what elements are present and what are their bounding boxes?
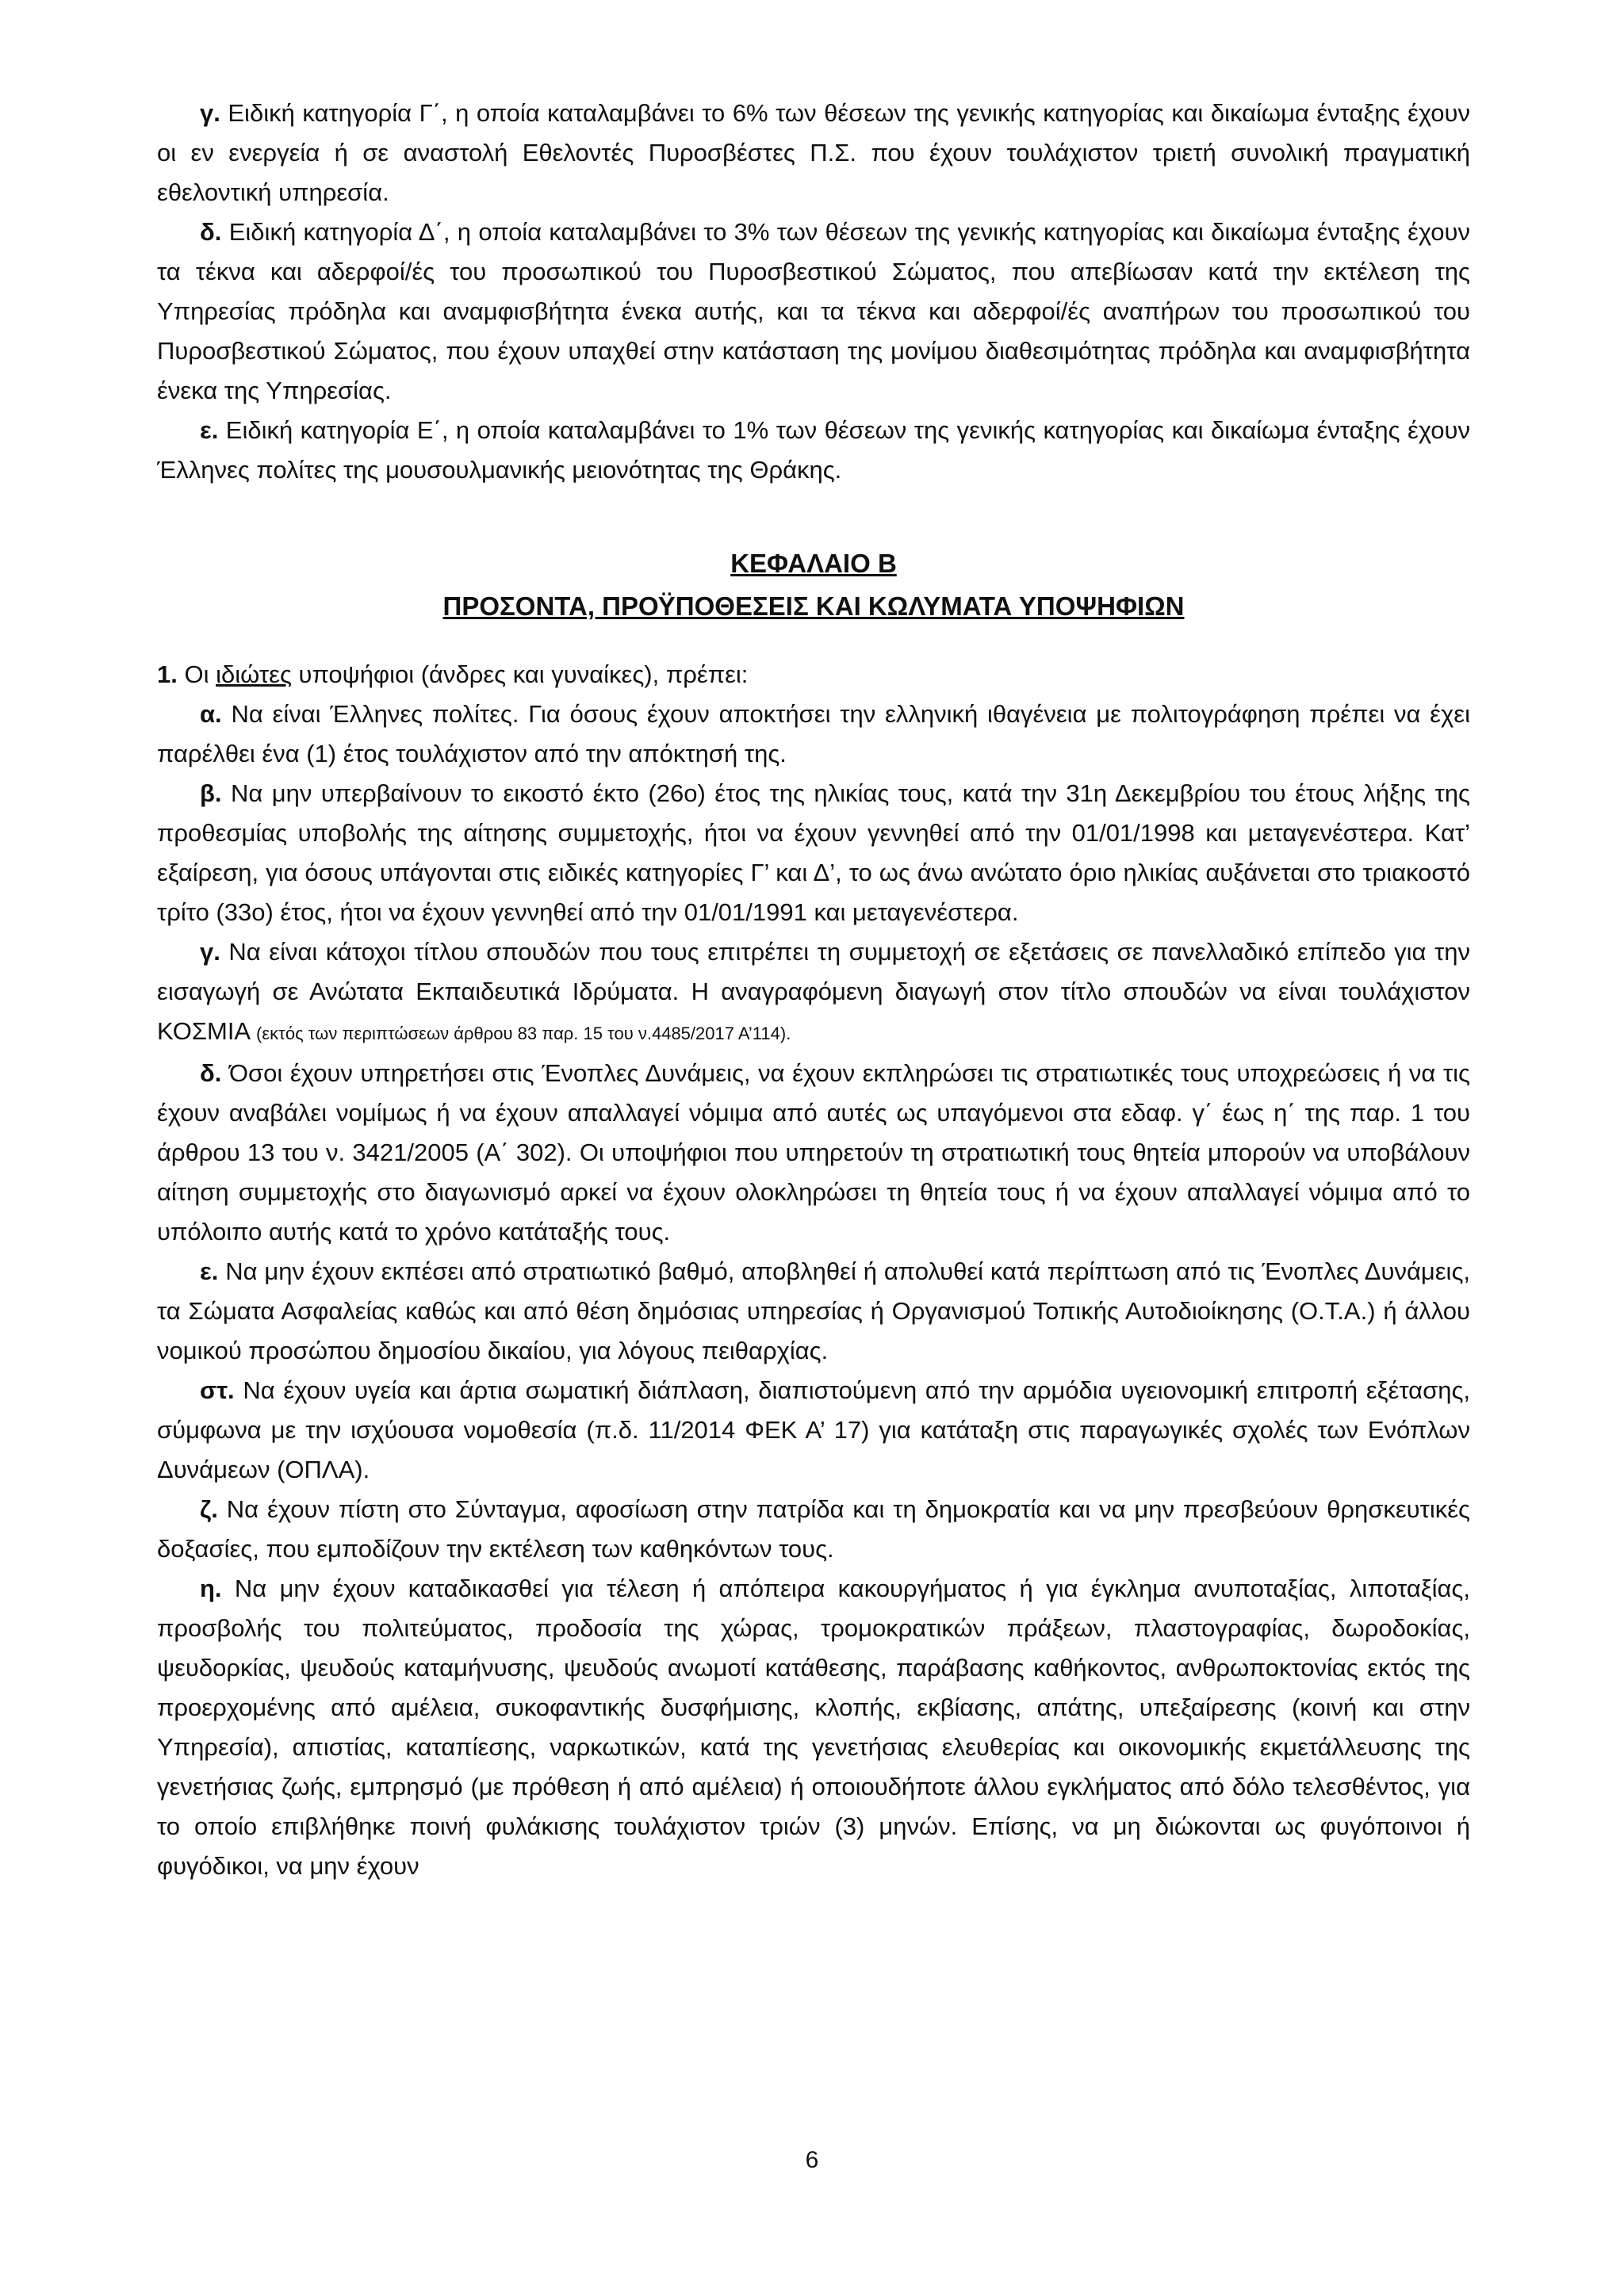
item-label: δ. xyxy=(200,1059,222,1087)
item-text: Να έχουν πίστη στο Σύνταγμα, αφοσίωση στην πατρίδα και τη δημοκρατία και να μην πρεσβεύουν θρησκευτικές δοξασίες, που εμποδίζουν την εκτέλεση των καθηκόντων τους. xyxy=(157,1495,1470,1563)
item-text: Να μην έχουν εκπέσει από στρατιωτικό βαθμό, αποβληθεί ή απολυθεί κατά περίπτωση από τις Ένοπλες Δυνάμεις, τα Σώματα Ασφαλείας καθώς και από θέση δημόσιας υπηρεσίας ή Οργανισμού Τοπικής Αυτοδιοίκησης (Ο.Τ.Α.) ή άλλου νομικού προσώπου δημοσίου δικαίου, για λόγους πειθαρχίας. xyxy=(157,1257,1470,1364)
item-label: β. xyxy=(200,779,222,807)
item-text: Ειδική κατηγορία Ε΄, η οποία καταλαμβάνει το 1% των θέσεων της γενικής κατηγορίας και δικαίωμα ένταξης έχουν Έλληνες πολίτες της μουσουλμανικής μειονότητας της Θράκης. xyxy=(157,416,1470,484)
paragraph-item-z xyxy=(157,1490,1470,1569)
document-page xyxy=(157,94,1470,1886)
item-text: Όσοι έχουν υπηρετήσει στις Ένοπλες Δυνάμεις, να έχουν εκπληρώσει τις στρατιωτικές τους υποχρεώσεις ή να τις έχουν αναβάλει νομίμως ή να έχουν απαλλαγεί νόμιμα από αυτές ως υπαγόμενοι στα εδαφ. γ΄ έως η΄ της παρ. 1 του άρθρου 13 του ν. 3421/2005 (Α΄ 302). Οι υποψήφιοι που υπηρετούν τη στρατιωτική τους θητεία μπορούν να υποβάλουν αίτηση συμμετοχής στο διαγωνισμό αρκεί να έχουν ολοκληρώσει τη θητεία τους ή να έχουν απαλλαγεί νόμιμα από το υπόλοιπο αυτής κατά το χρόνο κατάταξής τους. xyxy=(157,1059,1470,1246)
item-text: Ειδική κατηγορία Δ΄, η οποία καταλαμβάνει το 3% των θέσεων της γενικής κατηγορίας και δικαίωμα ένταξης έχουν τα τέκνα και αδερφοί/ές του προσωπικού του Πυροσβεστικού Σώματος, που απεβίωσαν κατά την εκτέλεση της Υπηρεσίας πρόδηλα και αναμφισβήτητα ένεκα αυτής, και τα τέκνα και αδερφοί/ές αναπήρων του προσωπικού του Πυροσβεστικού Σώματος, που έχουν υπαχθεί στην κατάσταση της μονίμου διαθεσιμότητας πρόδηλα και αναμφισβήτητα ένεκα της Υπηρεσίας. xyxy=(157,218,1470,404)
section-underlined-word: ιδιώτες xyxy=(216,660,292,688)
item-label: στ. xyxy=(200,1376,235,1404)
paragraph-item-h xyxy=(157,1569,1470,1886)
item-text: Να μην υπερβαίνουν το εικοστό έκτο (26ο) έτος της ηλικίας τους, κατά την 31η Δεκεμβρίου του έτους λήξης της προθεσμίας υποβολής της αίτησης συμμετοχής, ήτοι να έχουν γεννηθεί από την 01/01/1998 και μεταγενέστερα. Κατ’ εξαίρεση, για όσους υπάγονται στις ειδικές κατηγορίες Γ’ και Δ’, το ως άνω ανώτατο όριο ηλικίας αυξάνεται στο τριακοστό τρίτο (33ο) έτος, ήτοι να έχουν γεννηθεί από την 01/01/1991 και μεταγενέστερα. xyxy=(157,779,1470,926)
item-label: ζ. xyxy=(200,1495,218,1523)
item-text: Να είναι κάτοχοι τίτλου σπουδών που τους επιτρέπει τη συμμετοχή σε εξετάσεις σε πανελλαδικό επίπεδο για την εισαγωγή σε Ανώτατα Εκπαιδευτικά Ιδρύματα. Η αναγραφόμενη διαγωγή στον τίτλο σπουδών να είναι τουλάχιστον ΚΟΣΜΙΑ xyxy=(157,938,1470,1045)
paragraph-item-e xyxy=(157,1252,1470,1371)
chapter-title: ΚΕΦΑΛΑΙΟ Β xyxy=(730,549,897,578)
paragraph-item-st xyxy=(157,1371,1470,1490)
item-text: Να έχουν υγεία και άρτια σωματική διάπλαση, διαπιστούμενη από την αρμόδια υγειονομική επιτροπή εξέτασης, σύμφωνα με την ισχύουσα νομοθεσία (π.δ. 11/2014 ΦΕΚ Α’ 17) για κατάταξη στις παραγωγικές σχολές των Ενόπλων Δυνάμεων (ΟΠΛΑ). xyxy=(157,1376,1470,1483)
item-label: η. xyxy=(200,1575,222,1602)
paragraph-item-b xyxy=(157,774,1470,932)
paragraph-intro-d xyxy=(157,212,1470,411)
item-label: δ. xyxy=(200,218,222,246)
paragraph-item-a xyxy=(157,695,1470,774)
paragraph-item-g xyxy=(157,932,1470,1054)
paragraph-intro-e xyxy=(157,411,1470,490)
item-label: ε. xyxy=(200,1257,219,1285)
paragraph-item-d xyxy=(157,1054,1470,1252)
item-label: γ. xyxy=(200,99,220,127)
item-text: Ειδική κατηγορία Γ΄, η οποία καταλαμβάνει το 6% των θέσεων της γενικής κατηγορίας και δικαίωμα ένταξης έχουν οι εν ενεργεία ή σε αναστολή Εθελοντές Πυροσβέστες Π.Σ. που έχουν τουλάχιστον τριετή συνολική πραγματική εθελοντική υπηρεσία. xyxy=(157,99,1470,206)
item-label: α. xyxy=(200,700,222,728)
section-number: 1. xyxy=(157,660,178,688)
paragraph-intro-g xyxy=(157,94,1470,212)
section-text-post: υποψήφιοι (άνδρες και γυναίκες), πρέπει: xyxy=(291,660,749,688)
item-label: ε. xyxy=(200,416,219,444)
item-label: γ. xyxy=(200,938,220,966)
page-number: 6 xyxy=(805,2147,819,2173)
section-1-intro xyxy=(157,655,1470,695)
section-text-pre: Οι xyxy=(177,660,216,688)
chapter-subtitle: ΠΡΟΣΟΝΤΑ, ΠΡΟΫΠΟΘΕΣΕΙΣ ΚΑΙ ΚΩΛΥΜΑΤΑ ΥΠΟΨΗΦΙΩΝ xyxy=(442,591,1185,621)
item-footnote-text: (εκτός των περιπτώσεων άρθρου 83 παρ. 15 του ν.4485/2017 Α’114). xyxy=(256,1024,791,1043)
item-text: Να είναι Έλληνες πολίτες. Για όσους έχουν αποκτήσει την ελληνική ιθαγένεια με πολιτογράφηση πρέπει να έχει παρέλθει ένα (1) έτος τουλάχιστον από την απόκτησή της. xyxy=(157,700,1470,767)
item-text: Να μην έχουν καταδικασθεί για τέλεση ή απόπειρα κακουργήματος ή για έγκλημα ανυποταξίας, λιποταξίας, προσβολής του πολιτεύματος, προδοσία της χώρας, τρομοκρατικών πράξεων, πλαστογραφίας, δωροδοκίας, ψευδορκίας, ψευδούς καταμήνυσης, ψευδούς ανωμοτί κατάθεσης, παράβασης καθήκοντος, ανθρωποκτονίας εκτός της προερχομένης από αμέλεια, συκοφαντικής δυσφήμισης, κλοπής, εκβίασης, απάτης, υπεξαίρεσης (κοινή και στην Υπηρεσία), απιστίας, καταπίεσης, ναρκωτικών, κατά της γενετήσιας ελευθερίας και οικονομικής εκμετάλλευσης της γενετήσιας ζωής, εμπρησμό (με πρόθεση ή από αμέλεια) ή οποιουδήποτε άλλου εγκλήματος από δόλο τελεσθέντος, για το οποίο επιβλήθηκε ποινή φυλάκισης τουλάχιστον τριών (3) μηνών. Επίσης, να μη διώκονται ως φυγόποινοι ή φυγόδικοι, να μην έχουν xyxy=(157,1575,1470,1880)
